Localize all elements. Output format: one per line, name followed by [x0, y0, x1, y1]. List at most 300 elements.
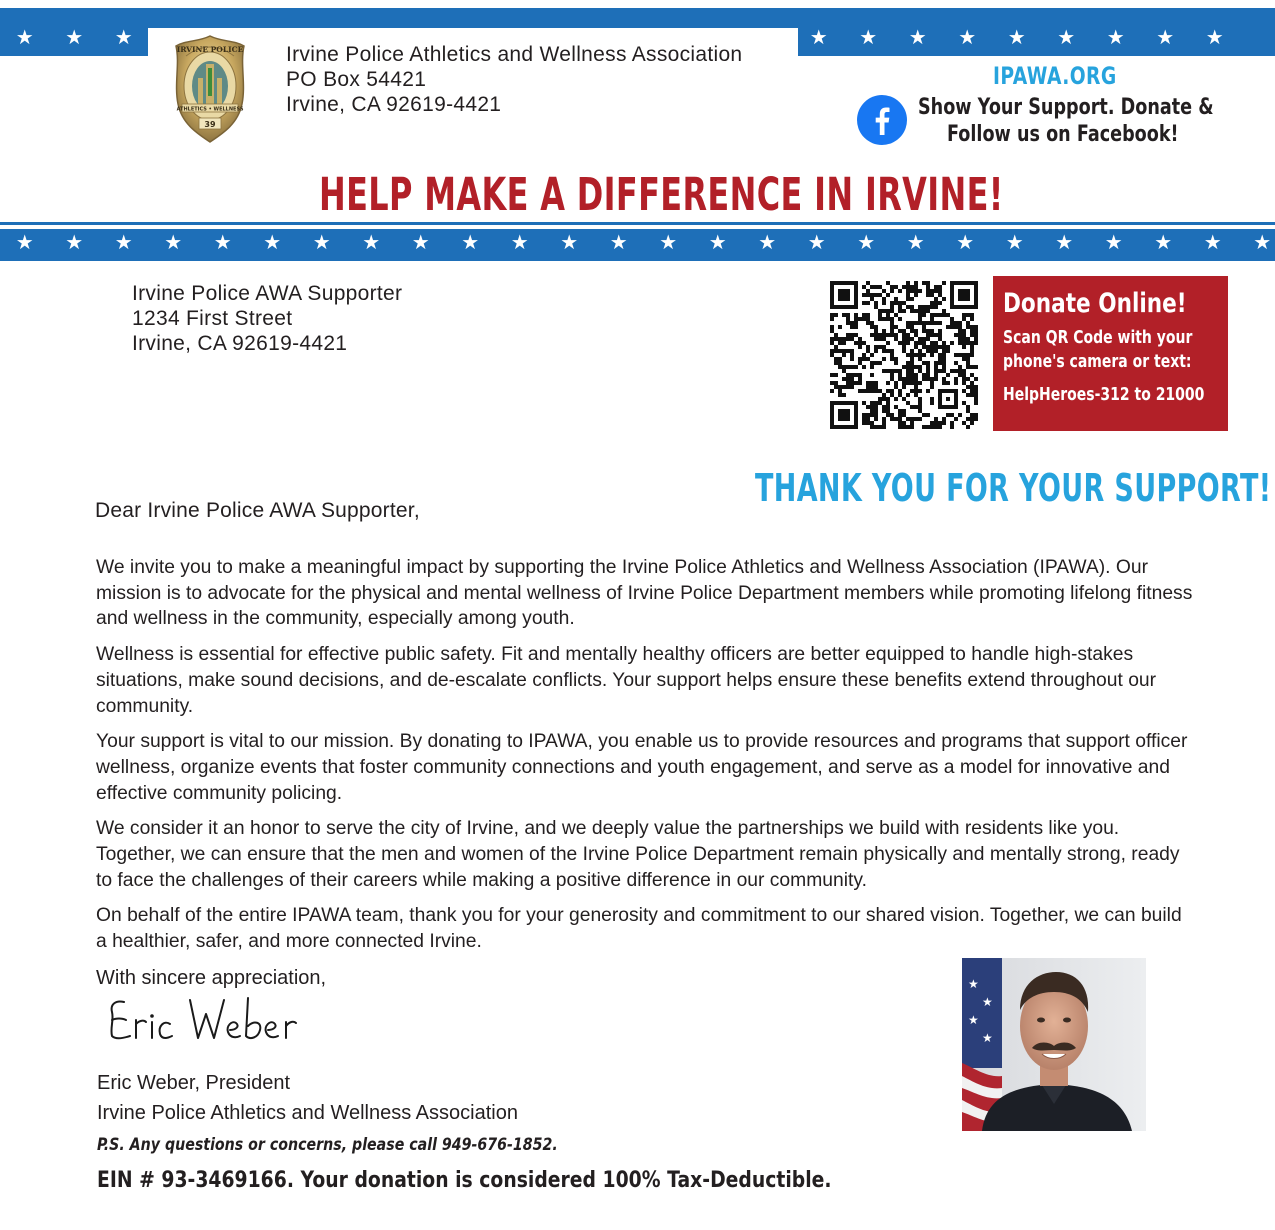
- qr-module: [902, 385, 906, 389]
- qr-module: [926, 349, 930, 353]
- top-band-white-gap: [0, 0, 1275, 8]
- qr-module: [862, 313, 866, 317]
- qr-module: [886, 389, 890, 393]
- qr-module: [934, 361, 938, 365]
- qr-module: [950, 325, 954, 329]
- qr-module: [882, 309, 886, 313]
- qr-module: [906, 297, 910, 301]
- svg-text:ATHLETICS • WELLNESS: ATHLETICS • WELLNESS: [176, 106, 244, 113]
- qr-module: [922, 341, 926, 345]
- qr-module: [926, 289, 930, 293]
- qr-module: [890, 301, 894, 305]
- qr-module: [942, 365, 946, 369]
- qr-module: [830, 317, 834, 321]
- qr-module: [958, 337, 962, 341]
- qr-module: [910, 321, 914, 325]
- paragraph-4: We consider it an honor to serve the city of Irvine, and we deeply value the partnerships we build with residents like you. Together, we can ensure that the men and women of the Irvine Police Department remain physically and mentally strong, ready to face the challenges of their careers while making a positive difference in our community.: [96, 818, 1180, 891]
- qr-module: [842, 393, 846, 397]
- qr-module: [894, 357, 898, 361]
- qr-module: [934, 365, 938, 369]
- ein-note: EIN # 93-3469166. Your donation is considered 100% Tax-Deductible.: [97, 1167, 832, 1193]
- qr-module: [962, 357, 966, 361]
- qr-module: [886, 381, 890, 385]
- qr-module: [882, 333, 886, 337]
- qr-module: [870, 325, 874, 329]
- qr-module: [938, 353, 942, 357]
- qr-module: [874, 345, 878, 349]
- qr-module: [902, 425, 906, 429]
- qr-module: [962, 401, 966, 405]
- qr-module: [922, 321, 926, 325]
- facebook-promo: [918, 94, 1214, 148]
- qr-module: [854, 341, 858, 345]
- qr-module: [834, 349, 838, 353]
- qr-module: [930, 353, 934, 357]
- qr-module: [938, 333, 942, 337]
- qr-module: [970, 341, 974, 345]
- qr-module: [918, 417, 922, 421]
- qr-module: [878, 425, 882, 429]
- qr-module: [906, 417, 910, 421]
- qr-module: [846, 337, 850, 341]
- qr-module: [974, 389, 978, 393]
- donate-qr-code[interactable]: [830, 281, 978, 429]
- qr-module: [862, 317, 866, 321]
- qr-module: [874, 417, 878, 421]
- qr-module: [914, 393, 918, 397]
- qr-module: [858, 357, 862, 361]
- qr-module: [910, 361, 914, 365]
- qr-module: [894, 405, 898, 409]
- qr-module: [914, 329, 918, 333]
- qr-module: [910, 421, 914, 425]
- qr-module: [918, 381, 922, 385]
- qr-module: [970, 353, 974, 357]
- qr-module: [930, 385, 934, 389]
- qr-module: [958, 341, 962, 345]
- qr-module: [970, 389, 974, 393]
- qr-module: [910, 337, 914, 341]
- qr-module: [858, 337, 862, 341]
- donate-title: Donate Online!: [1003, 288, 1187, 319]
- qr-module: [930, 333, 934, 337]
- qr-module: [854, 333, 858, 337]
- qr-module: [866, 281, 870, 285]
- qr-module: [890, 377, 894, 381]
- qr-module: [870, 321, 874, 325]
- qr-module: [930, 293, 934, 297]
- qr-module: [886, 341, 890, 345]
- qr-module: [946, 381, 950, 385]
- qr-module: [934, 321, 938, 325]
- paragraph-1: We invite you to make a meaningful impact by supporting the Irvine Police Athletics and Wellness Association (IPAWA). Our mission is to advocate for the physical and mental wellness of Irvine Police Department members while promoting lifelong fitness and wellness in the community, especially among youth.: [96, 557, 1193, 630]
- qr-module: [950, 421, 954, 425]
- qr-module: [834, 357, 838, 361]
- qr-module: [906, 377, 910, 381]
- qr-module: [902, 329, 906, 333]
- qr-module: [970, 413, 974, 417]
- qr-module: [874, 285, 878, 289]
- paragraph-3: Your support is vital to our mission. By donating to IPAWA, you enable us to provide resources and programs that support officer wellness, organize events that foster community connections and youth engagement, and serve as a model for innovative and effective community policing.: [96, 731, 1188, 804]
- svg-text:★: ★: [968, 1013, 979, 1027]
- qr-module: [930, 401, 934, 405]
- qr-module: [958, 373, 962, 377]
- qr-module: [858, 317, 862, 321]
- qr-module: [874, 305, 878, 309]
- qr-module: [938, 425, 942, 429]
- qr-module: [946, 373, 950, 377]
- qr-module: [934, 289, 938, 293]
- qr-module: [898, 305, 902, 309]
- qr-module: [886, 349, 890, 353]
- qr-module: [846, 385, 850, 389]
- qr-module: [882, 289, 886, 293]
- qr-module: [918, 389, 922, 393]
- qr-module: [870, 389, 874, 393]
- qr-module: [902, 309, 906, 313]
- qr-module: [862, 401, 866, 405]
- qr-module: [974, 325, 978, 329]
- qr-module: [966, 337, 970, 341]
- qr-module: [906, 353, 910, 357]
- qr-module: [870, 421, 874, 425]
- qr-module: [898, 409, 902, 413]
- qr-module: [886, 397, 890, 401]
- qr-module: [886, 309, 890, 313]
- qr-module: [850, 385, 854, 389]
- qr-module: [882, 337, 886, 341]
- qr-module: [942, 313, 946, 317]
- qr-module: [962, 329, 966, 333]
- qr-module: [886, 405, 890, 409]
- qr-module: [926, 369, 930, 373]
- qr-module: [966, 361, 970, 365]
- qr-module: [874, 405, 878, 409]
- qr-module: [930, 317, 934, 321]
- qr-module: [930, 305, 934, 309]
- qr-module: [942, 341, 946, 345]
- letter-body: [96, 555, 1194, 965]
- qr-module: [862, 421, 866, 425]
- qr-module: [838, 349, 842, 353]
- qr-module: [850, 377, 854, 381]
- qr-module: [938, 301, 942, 305]
- qr-module: [898, 425, 902, 429]
- qr-module: [846, 313, 850, 317]
- qr-module: [882, 329, 886, 333]
- qr-module: [954, 325, 958, 329]
- qr-module: [942, 349, 946, 353]
- qr-module: [954, 381, 958, 385]
- qr-module: [910, 405, 914, 409]
- qr-module: [910, 309, 914, 313]
- qr-module: [898, 417, 902, 421]
- recipient-street: 1234 First Street: [132, 307, 293, 330]
- qr-module: [890, 289, 894, 293]
- donate-line-2: phone's camera or text:: [1003, 352, 1192, 372]
- qr-module: [914, 321, 918, 325]
- qr-module: [958, 325, 962, 329]
- qr-module: [966, 409, 970, 413]
- qr-module: [926, 377, 930, 381]
- qr-module: [894, 361, 898, 365]
- qr-module: [970, 385, 974, 389]
- qr-module: [886, 317, 890, 321]
- qr-module: [914, 365, 918, 369]
- qr-module: [926, 361, 930, 365]
- qr-module: [930, 289, 934, 293]
- qr-module: [890, 389, 894, 393]
- org-po-box: PO Box 54421: [286, 68, 427, 91]
- qr-module: [926, 281, 930, 285]
- qr-module: [938, 313, 942, 317]
- qr-module: [882, 425, 886, 429]
- qr-module: [906, 321, 910, 325]
- qr-module: [886, 401, 890, 405]
- qr-module: [970, 317, 974, 321]
- qr-module: [918, 369, 922, 373]
- qr-module: [898, 329, 902, 333]
- qr-module: [830, 381, 834, 385]
- qr-module: [894, 337, 898, 341]
- qr-module: [926, 329, 930, 333]
- qr-module: [934, 373, 938, 377]
- qr-module: [886, 409, 890, 413]
- qr-module: [858, 377, 862, 381]
- qr-module: [830, 353, 834, 357]
- qr-module: [898, 377, 902, 381]
- website-link[interactable]: IPAWA.ORG: [993, 62, 1117, 90]
- qr-module: [930, 397, 934, 401]
- qr-module: [926, 305, 930, 309]
- qr-module: [970, 365, 974, 369]
- qr-module: [866, 345, 870, 349]
- qr-module: [930, 377, 934, 381]
- qr-module: [914, 417, 918, 421]
- qr-module: [898, 341, 902, 345]
- qr-module: [954, 377, 958, 381]
- qr-module: [958, 413, 962, 417]
- qr-module: [914, 281, 918, 285]
- qr-module: [878, 309, 882, 313]
- qr-module: [942, 309, 946, 313]
- qr-module: [942, 281, 946, 285]
- qr-module: [874, 333, 878, 337]
- qr-module: [930, 301, 934, 305]
- qr-module: [938, 289, 942, 293]
- qr-module: [974, 365, 978, 369]
- middle-stars: ★ ★ ★ ★ ★ ★ ★ ★ ★ ★ ★ ★ ★ ★ ★ ★ ★ ★ ★ ★ ★ ★ ★ ★ ★ ★: [15, 232, 1272, 254]
- qr-module: [974, 377, 978, 381]
- donate-text-code: HelpHeroes-312 to 21000: [1003, 385, 1205, 405]
- qr-module: [922, 345, 926, 349]
- qr-module: [870, 385, 874, 389]
- qr-module: [926, 425, 930, 429]
- qr-module: [846, 381, 850, 385]
- qr-module: [906, 393, 910, 397]
- qr-module: [898, 413, 902, 417]
- qr-module: [910, 417, 914, 421]
- qr-module: [962, 337, 966, 341]
- qr-module: [974, 401, 978, 405]
- qr-module: [922, 353, 926, 357]
- qr-module: [962, 333, 966, 337]
- qr-module: [962, 353, 966, 357]
- qr-module: [970, 333, 974, 337]
- closing: With sincere appreciation,: [96, 967, 327, 989]
- qr-module: [950, 425, 954, 429]
- qr-module: [878, 317, 882, 321]
- qr-module: [974, 393, 978, 397]
- qr-module: [958, 365, 962, 369]
- qr-module: [926, 293, 930, 297]
- qr-module: [890, 305, 894, 309]
- qr-module: [906, 325, 910, 329]
- qr-module: [850, 357, 854, 361]
- qr-module: [946, 325, 950, 329]
- qr-module: [942, 361, 946, 365]
- qr-module: [970, 421, 974, 425]
- qr-module: [894, 297, 898, 301]
- qr-module: [854, 365, 858, 369]
- qr-module: [898, 369, 902, 373]
- qr-module: [910, 353, 914, 357]
- qr-module: [882, 405, 886, 409]
- qr-module: [866, 405, 870, 409]
- qr-module: [870, 353, 874, 357]
- qr-module: [942, 345, 946, 349]
- qr-module: [874, 349, 878, 353]
- qr-module: [898, 389, 902, 393]
- qr-module: [910, 329, 914, 333]
- qr-module: [970, 373, 974, 377]
- qr-module: [946, 349, 950, 353]
- qr-module: [974, 337, 978, 341]
- qr-module: [946, 313, 950, 317]
- qr-module: [922, 413, 926, 417]
- qr-module: [870, 373, 874, 377]
- qr-module: [850, 333, 854, 337]
- qr-module: [910, 373, 914, 377]
- qr-module: [930, 421, 934, 425]
- qr-module: [918, 305, 922, 309]
- qr-module: [926, 365, 930, 369]
- qr-module: [930, 349, 934, 353]
- qr-module: [874, 381, 878, 385]
- recipient-city: Irvine, CA 92619-4421: [132, 332, 348, 355]
- svg-text:39: 39: [204, 120, 216, 129]
- qr-module: [934, 301, 938, 305]
- qr-module: [934, 341, 938, 345]
- qr-module: [962, 377, 966, 381]
- qr-module: [882, 317, 886, 321]
- qr-module: [922, 305, 926, 309]
- qr-module: [906, 333, 910, 337]
- middle-band-white-line: [0, 225, 1275, 229]
- qr-module: [954, 333, 958, 337]
- qr-module: [974, 397, 978, 401]
- qr-module: [834, 373, 838, 377]
- qr-module: [874, 293, 878, 297]
- ps-note: P.S. Any questions or concerns, please call 949-676-1852.: [97, 1135, 558, 1154]
- qr-module: [846, 317, 850, 321]
- qr-module: [954, 369, 958, 373]
- qr-module: [862, 357, 866, 361]
- qr-module: [950, 341, 954, 345]
- qr-module: [930, 321, 934, 325]
- signer-org: Irvine Police Athletics and Wellness Association: [97, 1102, 518, 1124]
- qr-module: [942, 381, 946, 385]
- qr-module: [874, 325, 878, 329]
- qr-module: [902, 333, 906, 337]
- qr-module: [910, 357, 914, 361]
- qr-module: [930, 341, 934, 345]
- qr-module: [906, 369, 910, 373]
- qr-module: [906, 425, 910, 429]
- qr-module: [910, 297, 914, 301]
- qr-module: [838, 361, 842, 365]
- qr-module: [886, 313, 890, 317]
- qr-module: [962, 389, 966, 393]
- qr-module: [842, 369, 846, 373]
- qr-module: [874, 329, 878, 333]
- qr-module: [930, 345, 934, 349]
- svg-text:★: ★: [982, 995, 993, 1009]
- facebook-icon[interactable]: [857, 95, 907, 145]
- qr-module: [930, 425, 934, 429]
- qr-module: [842, 385, 846, 389]
- qr-module: [854, 373, 858, 377]
- qr-module: [902, 345, 906, 349]
- qr-module: [914, 333, 918, 337]
- qr-module: [966, 417, 970, 421]
- qr-module: [890, 413, 894, 417]
- qr-module: [954, 321, 958, 325]
- qr-module: [922, 377, 926, 381]
- qr-module: [922, 373, 926, 377]
- qr-module: [890, 373, 894, 377]
- paragraph-5: On behalf of the entire IPAWA team, thank you for your generosity and commitment to our shared vision. Together, we can build a healthier, safer, and more connected Irvine.: [96, 905, 1182, 953]
- qr-module: [842, 377, 846, 381]
- qr-module: [890, 357, 894, 361]
- top-right-stars: ★ ★ ★ ★ ★ ★ ★ ★ ★: [809, 27, 1224, 49]
- qr-module: [966, 405, 970, 409]
- qr-module: [950, 317, 954, 321]
- qr-module: [842, 349, 846, 353]
- qr-module: [902, 341, 906, 345]
- qr-module: [910, 349, 914, 353]
- qr-module: [862, 285, 866, 289]
- qr-module: [902, 349, 906, 353]
- qr-module: [942, 417, 946, 421]
- qr-module: [894, 313, 898, 317]
- qr-module: [962, 373, 966, 377]
- qr-module: [862, 417, 866, 421]
- qr-module: [862, 353, 866, 357]
- qr-module: [942, 377, 946, 381]
- qr-module: [878, 293, 882, 297]
- qr-module: [870, 381, 874, 385]
- qr-module: [858, 341, 862, 345]
- qr-module: [882, 393, 886, 397]
- qr-module: [902, 301, 906, 305]
- qr-module: [902, 337, 906, 341]
- qr-module: [834, 345, 838, 349]
- qr-module: [958, 369, 962, 373]
- signer-block: [97, 1068, 518, 1128]
- donate-online-box[interactable]: [993, 276, 1228, 431]
- qr-module: [830, 373, 834, 377]
